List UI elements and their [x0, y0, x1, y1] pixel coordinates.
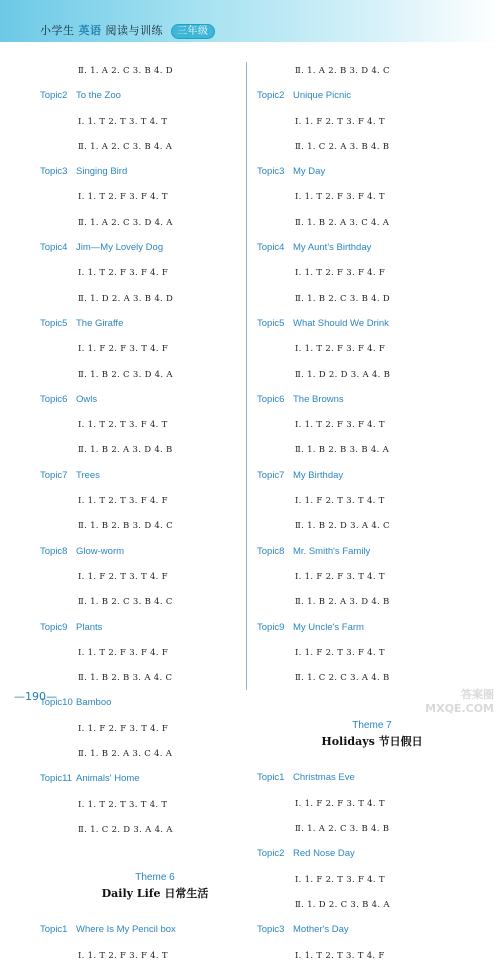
- answer-line: [40, 566, 270, 591]
- answer-line: [257, 414, 487, 439]
- answer-text: Ⅱ. 1. A 2. C 3. B 4. A: [78, 141, 173, 152]
- answer-line: [257, 869, 487, 894]
- answer-line: [257, 262, 487, 287]
- topic-number: Topic5: [257, 317, 285, 329]
- answer-text: Ⅰ. 1. F 2. T 3. T 4. F: [78, 571, 168, 582]
- topic-title: Trees: [76, 469, 100, 481]
- topic-number: Topic3: [257, 924, 285, 936]
- topic-number: Topic1: [257, 772, 285, 784]
- topic-row: [40, 313, 270, 338]
- topic-row: [257, 161, 487, 186]
- topic-title: The Giraffe: [76, 317, 124, 329]
- answer-line: [40, 591, 270, 616]
- answer-text: Ⅱ. 1. A 2. C 3. B 4. B: [295, 824, 390, 835]
- topic-number: Topic2: [257, 90, 285, 102]
- answer-line: [40, 515, 270, 540]
- topic-title: Mr. Smith's Family: [293, 545, 371, 557]
- topic-number: Topic6: [40, 393, 68, 405]
- topic-row: [40, 617, 270, 642]
- answer-line: [257, 818, 487, 843]
- answer-text: Ⅱ. 1. B 2. A 3. C 4. A: [78, 749, 173, 760]
- topic-number: Topic2: [257, 848, 285, 860]
- answer-line: [40, 490, 270, 515]
- topic-number: Topic1: [40, 924, 68, 936]
- answer-line: [40, 111, 270, 136]
- answer-line: [40, 794, 270, 819]
- theme-heading: Theme 7: [352, 720, 392, 732]
- answer-line: [257, 338, 487, 363]
- book-header-band: [0, 0, 500, 42]
- answer-text: Ⅱ. 1. B 2. B 3. A 4. C: [78, 673, 173, 684]
- topic-row: [257, 617, 487, 642]
- answer-line: [40, 642, 270, 667]
- topic-row: [257, 919, 487, 944]
- topic-row: [257, 85, 487, 110]
- answer-line: [40, 819, 270, 844]
- topic-number: Topic3: [257, 166, 285, 178]
- book-title-part-c: 阅读与训练: [105, 24, 163, 37]
- answer-text: Ⅱ. 1. C 2. C 3. A 4. B: [295, 673, 390, 684]
- topic-row: [40, 465, 270, 490]
- topic-title: The Browns: [293, 393, 344, 405]
- answer-line: [257, 515, 487, 540]
- topic-row: [257, 843, 487, 868]
- topic-title: What Should We Drink: [293, 317, 389, 329]
- answer-text: Ⅰ. 1. T 2. T 3. F 4. T: [78, 420, 168, 431]
- book-title: [40, 22, 215, 39]
- theme-spacer: [40, 844, 270, 864]
- answer-text: Ⅰ. 1. F 2. T 3. F 4. T: [295, 874, 385, 885]
- topic-title: My Day: [293, 166, 326, 178]
- answer-line: [257, 212, 487, 237]
- answer-text: Ⅰ. 1. T 2. F 3. F 4. F: [295, 268, 386, 279]
- answer-line: [257, 490, 487, 515]
- answer-line: [257, 566, 487, 591]
- topic-title: Owls: [76, 393, 98, 405]
- answer-line: [257, 591, 487, 616]
- answer-text: Ⅱ. 1. A 2. B 3. D 4. C: [295, 66, 390, 76]
- answer-text: Ⅱ. 1. A 2. C 3. B 4. D: [78, 66, 173, 76]
- topic-title: My Aunt's Birthday: [293, 242, 372, 254]
- theme-subtitle: Daily Life 日常生活: [101, 887, 209, 901]
- answer-line: [40, 262, 270, 287]
- answer-line: [257, 186, 487, 211]
- answer-line: [40, 364, 270, 389]
- answer-line: [257, 60, 487, 85]
- left-answer-column: [40, 60, 270, 970]
- answer-line: [40, 718, 270, 743]
- answer-text: Ⅰ. 1. T 2. F 3. F 4. F: [78, 268, 169, 279]
- topic-number: Topic7: [257, 469, 285, 481]
- answer-line: [40, 338, 270, 363]
- answer-line: [257, 288, 487, 313]
- topic-number: Topic2: [40, 90, 68, 102]
- answer-text: Ⅰ. 1. T 2. T 3. T 4. T: [78, 799, 168, 810]
- answer-text: Ⅱ. 1. B 2. C 3. B 4. C: [78, 597, 173, 608]
- topic-number: Topic8: [40, 545, 68, 557]
- topic-row: [257, 389, 487, 414]
- answer-line: [40, 945, 270, 970]
- topic-title: Red Nose Day: [293, 848, 355, 860]
- answer-text: Ⅱ. 1. B 2. A 3. D 4. B: [295, 597, 390, 608]
- book-title-part-b: 英语: [78, 24, 102, 37]
- answer-text: Ⅰ. 1. F 2. F 3. T 4. T: [295, 571, 385, 582]
- book-title-part-a: 小学生: [40, 24, 75, 37]
- answer-text: Ⅱ. 1. D 2. D 3. A 4. B: [295, 369, 391, 380]
- answer-line: [257, 642, 487, 667]
- answer-text: Ⅱ. 1. D 2. C 3. B 4. A: [295, 899, 390, 910]
- answer-line: [257, 894, 487, 919]
- topic-number: Topic4: [40, 242, 68, 254]
- topic-number: Topic8: [257, 545, 285, 557]
- answer-line: [40, 60, 270, 85]
- topic-row: [40, 389, 270, 414]
- answer-text: Ⅱ. 1. B 2. B 3. D 4. C: [78, 521, 173, 532]
- topic-title: Animals' Home: [76, 773, 140, 785]
- topic-row: [40, 541, 270, 566]
- answer-text: Ⅱ. 1. B 2. B 3. B 4. A: [295, 445, 390, 456]
- answer-line: [40, 743, 270, 768]
- answer-text: Ⅰ. 1. T 2. F 3. F 4. T: [295, 420, 385, 431]
- topic-number: Topic6: [257, 393, 285, 405]
- topic-number: Topic11: [40, 773, 73, 785]
- answer-text: Ⅰ. 1. F 2. T 3. F 4. T: [295, 647, 385, 658]
- answer-text: Ⅱ. 1. D 2. A 3. B 4. D: [78, 293, 174, 304]
- topic-title: Bamboo: [76, 697, 112, 709]
- topic-row: [257, 767, 487, 792]
- answer-text: Ⅰ. 1. F 2. T 3. F 4. T: [295, 116, 385, 127]
- topic-number: Topic9: [40, 621, 68, 633]
- answer-line: [40, 414, 270, 439]
- answer-text: Ⅰ. 1. F 2. F 3. T 4. F: [78, 344, 169, 355]
- answer-line: [40, 667, 270, 692]
- answer-line: [40, 439, 270, 464]
- answer-text: Ⅰ. 1. T 2. F 3. F 4. F: [295, 344, 386, 355]
- answer-text: Ⅱ. 1. B 2. A 3. D 4. B: [78, 445, 173, 456]
- topic-title: Singing Bird: [76, 166, 128, 178]
- topic-title: Plants: [76, 621, 103, 633]
- topic-title: Where Is My Pencil box: [76, 924, 176, 936]
- topic-title: My Birthday: [293, 469, 344, 481]
- watermark-logo: 答案圈 MXQE.COM: [425, 688, 494, 715]
- theme-heading: Theme 6: [135, 872, 175, 884]
- topic-title: Unique Picnic: [293, 90, 352, 102]
- answer-text: Ⅱ. 1. B 2. A 3. C 4. A: [295, 217, 390, 228]
- answer-line: [257, 111, 487, 136]
- answer-text: Ⅰ. 1. T 2. T 3. F 4. F: [78, 496, 168, 507]
- answer-text: Ⅱ. 1. C 2. A 3. B 4. B: [295, 141, 390, 152]
- answer-text: Ⅱ. 1. B 2. C 3. B 4. D: [295, 293, 390, 304]
- answer-text: Ⅰ. 1. F 2. F 3. T 4. T: [295, 798, 385, 809]
- answer-text: Ⅰ. 1. T 2. T 3. T 4. F: [295, 950, 385, 961]
- topic-row: [40, 692, 270, 717]
- answer-line: [257, 364, 487, 389]
- topic-row: [257, 541, 487, 566]
- topic-row: [40, 85, 270, 110]
- answer-text: Ⅰ. 1. F 2. T 3. T 4. T: [295, 496, 385, 507]
- theme-subtitle: Holidays 节日假日: [321, 735, 423, 749]
- topic-number: Topic5: [40, 317, 68, 329]
- topic-title: My Uncle's Farm: [293, 621, 364, 633]
- topic-row: [257, 237, 487, 262]
- topic-number: Topic9: [257, 621, 285, 633]
- answer-line: [40, 136, 270, 161]
- topic-number: Topic3: [40, 166, 68, 178]
- answer-line: [40, 186, 270, 211]
- topic-row: [40, 237, 270, 262]
- topic-row: [40, 919, 270, 944]
- page-number: —190—: [14, 690, 57, 703]
- topic-title: Jim—My Lovely Dog: [76, 242, 164, 254]
- grade-badge: 三年级: [171, 24, 215, 39]
- answer-line: [257, 136, 487, 161]
- answer-text: Ⅰ. 1. T 2. F 3. F 4. T: [78, 950, 168, 961]
- topic-title: Mother's Day: [293, 924, 349, 936]
- topic-title: Glow-worm: [76, 545, 125, 557]
- topic-row: [257, 465, 487, 490]
- topic-row: [40, 161, 270, 186]
- answer-line: [257, 793, 487, 818]
- answer-text: Ⅱ. 1. B 2. D 3. A 4. C: [295, 521, 390, 532]
- answer-text: Ⅱ. 1. C 2. D 3. A 4. A: [78, 824, 173, 835]
- answer-text: Ⅰ. 1. T 2. F 3. F 4. T: [295, 192, 385, 203]
- topic-number: Topic7: [40, 469, 68, 481]
- answer-line: [257, 945, 487, 970]
- topic-row: [257, 313, 487, 338]
- right-answer-column: [257, 60, 487, 970]
- answer-text: Ⅰ. 1. T 2. F 3. F 4. T: [78, 192, 168, 203]
- topic-row: [40, 768, 270, 793]
- answer-text: Ⅰ. 1. T 2. F 3. F 4. F: [78, 647, 169, 658]
- topic-number: Topic4: [257, 242, 285, 254]
- topic-number: Topic10: [40, 697, 73, 709]
- topic-title: To the Zoo: [76, 90, 121, 102]
- answer-line: [40, 288, 270, 313]
- answer-text: Ⅰ. 1. F 2. F 3. T 4. F: [78, 723, 169, 734]
- topic-title: Christmas Eve: [293, 772, 355, 784]
- answer-text: Ⅱ. 1. A 2. C 3. D 4. A: [78, 217, 173, 228]
- answer-line: [257, 439, 487, 464]
- answer-text: Ⅱ. 1. B 2. C 3. D 4. A: [78, 369, 173, 380]
- answer-text: Ⅰ. 1. T 2. T 3. T 4. T: [78, 116, 168, 127]
- answer-line: [40, 212, 270, 237]
